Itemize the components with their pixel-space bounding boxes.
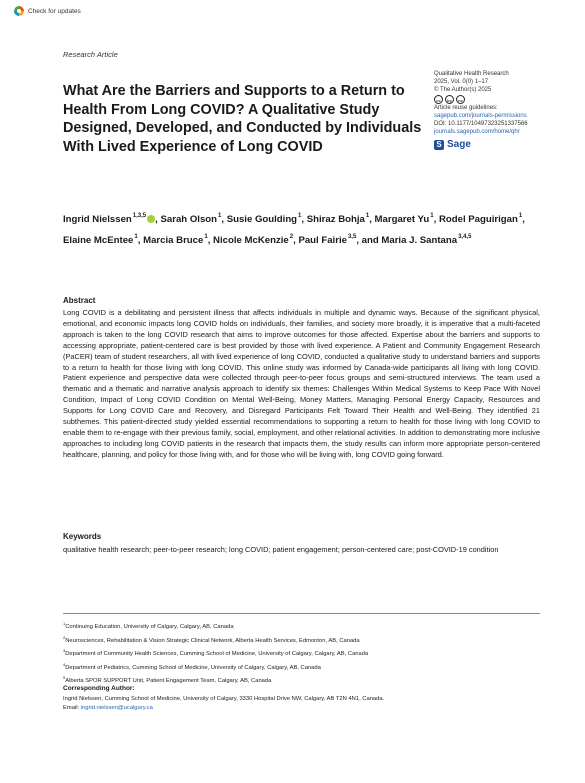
author-affiliation-ref: 1 [430,213,434,219]
author-affiliation-ref: 1 [218,213,222,219]
doi[interactable]: DOI: 10.1177/10497323251337566 [434,120,528,127]
nc-icon: nc [456,95,465,104]
author [63,235,138,246]
article-title: What Are the Barriers and Supports to a Return to Health From Long COVID? A Qualitative Study Designed, Developed, and Conducted by Individuals With Lived Experience of Long COVID [63,83,422,155]
publisher-logo [434,140,574,150]
author-affiliation-ref: 3,4,5 [458,233,472,240]
affiliation-text: Department of Community Health Sciences, Cumming School of Medicine, University of Calgary, Calgary, AB, Canada [65,651,369,658]
author-affiliation-ref: 2 [289,233,294,240]
author-affiliation-ref: 1 [204,233,208,240]
author-name: Rodel Paguirigan [438,214,518,225]
author [143,235,208,246]
affiliations [63,619,543,687]
divider [63,613,540,614]
author [63,214,155,225]
affiliation [63,619,543,633]
article-type: Research Article [63,50,118,59]
reuse-link[interactable]: sagepub.com/journals-permissions [434,113,527,120]
reuse-label: Article reuse guidelines: [434,105,498,112]
affiliation [63,673,543,687]
author-name: Marcia Bruce [143,234,204,246]
keywords-heading: Keywords [63,532,102,541]
author-name: Paul Fairie [298,234,347,246]
orcid-icon[interactable] [147,215,155,223]
corresponding-email-row [63,704,543,713]
affiliation-number: 5 [63,675,66,681]
abstract-heading: Abstract [63,296,96,305]
author-affiliation-ref: 1 [298,213,302,219]
author [160,214,221,225]
journal-meta [434,71,574,150]
author [213,235,293,246]
author-affiliation-ref: 1 [518,213,523,219]
email-label: Email: [63,704,80,711]
cc-icon: cc [434,95,443,104]
corresponding-heading: Corresponding Author: [63,685,135,692]
email-link[interactable]: ingrid.nielssen@ucalgary.ca [80,704,153,711]
affiliation-text: Continuing Education, University of Calgary, Calgary, AB, Canada [65,624,234,630]
license-icons[interactable] [434,95,574,104]
copyright: © The Author(s) 2025 [434,86,492,93]
publisher-name: Sage [447,138,471,150]
author [381,235,471,246]
affiliation [63,633,543,647]
check-for-updates-icon [14,6,24,16]
affiliation-number: 2 [63,634,66,640]
sage-logo-icon: S [434,140,444,150]
affiliation [63,660,543,674]
author-name: Susie Goulding [226,214,298,225]
journal-link[interactable]: journals.sagepub.com/home/qhr [434,128,520,135]
author-name: Nicole McKenzie [213,234,289,246]
corresponding-author [63,695,543,712]
author [439,214,522,225]
affiliation-number: 1 [63,621,66,626]
author-affiliation-ref: 1 [365,213,370,219]
corresponding-address: Ingrid Nielssen, Cumming School of Medicine, University of Calgary, 3330 Hospital Drive NW, Calgary, AB T2N 4N1, Canada. [63,696,385,702]
affiliation [63,646,543,660]
author-affiliation-ref: 3,5 [347,233,357,240]
check-for-updates-label: Check for updates [28,7,81,15]
author-name: Maria J. Santana [381,234,458,246]
by-icon: by [445,95,454,104]
journal-name: Qualitative Health Research [434,71,509,77]
affiliation-text: Neurosciences, Rehabilitation & Vision Strategic Clinical Network, Alberta Health Services, Edmonton, AB, Canada [65,637,360,644]
author [375,214,434,225]
author-name: Sarah Olson [160,214,217,225]
author-affiliation-ref: 1 [134,233,138,240]
author [298,235,356,246]
author-name: Ingrid Nielssen [63,214,132,225]
journal-volume: 2025, Vol. 0(0) 1–17 [434,78,489,85]
author-affiliation-ref: 1,3,5 [132,213,147,219]
keywords-text: qualitative health research; peer-to-peer research; long COVID; patient engagement; person-centered care; post-COVID-19 condition [63,545,499,554]
affiliation-text: Alberta SPOR SUPPORT Unit, Patient Engagement Team, Calgary, AB, Canada [65,678,272,685]
author [307,214,369,225]
author-name: Shiraz Bohja [306,214,365,225]
author-name: Margaret Yu [374,214,430,225]
affiliation-number: 4 [63,661,66,667]
author [227,214,302,225]
affiliation-number: 3 [63,648,66,654]
affiliation-text: Department of Pediatrics, Cumming School of Medicine, University of Calgary, Calgary, AB, Canada [65,664,321,671]
abstract-text: Long COVID is a debilitating and persistent illness that affects individuals in multiple and dynamic ways. Because of the significant physical, emotional, and economic impacts long COVID holds on individuals, their families, and society more broadly, it is imperative that a multi-faceted approach is taken to the long COVID research that aims to improve outcomes for those affected. Expertise about the barriers and supports to accessing appropriate, patient-centered care is best provided by those with lived experience. A Patient and Community Engagement Research (PaCER) team of student researchers, all with lived experience of long COVID, conducted a qualitative study to understand barriers and supports to a return to health for those living with long COVID. This online study was informed by Canada-wide participants all living with long COVID. Patient experience and perspective data were collected through peer-to-peer focus groups and semi-structured interviews. The team used a thematic and a thematic and narrative analysis approach to identify six themes: Challenges Within Medical Systems to Keep Pace With Novel Condition, Impact of Long COVID Condition on Mental Well-Being, Money Matters, Managing Personal Energy Capacity, Resources and Supports for Long COVID Care and Recovery, and Disregard Participants Felt Toward Their Health and Well-Being. They identified 21 subthemes. This patient-directed study yielded essential recommendations to supporting a return to health for those living with long COVID to enable them to re-engage with their previous family, social, employment, and other relational activities. In addition to demonstrating more inclusive approaches to including long COVID patients in the research that impacts them, the study results can inform more appropriate person-centered healthcare, planning, and policy for those living with, and for those who will be living with, long COVID going forward. [63,308,540,459]
author-list: Ingrid Nielssen$^{1,3,5}$ , Sarah Olson$^1$, Susie Goulding$^1$, Shiraz Bohja$^1$, Margaret Yu$^1$, Rodel Paguirigan$^1$, Elaine McEntee$^1$, Marcia Bruce$^1$, Nicole McKenzie$^2$, Paul Fairie$^{3,5}$, and Maria J. Santana$^{3,4,5}$ [63,213,525,246]
check-for-updates-button[interactable] [14,6,81,16]
author-name: Elaine McEntee [63,234,134,246]
